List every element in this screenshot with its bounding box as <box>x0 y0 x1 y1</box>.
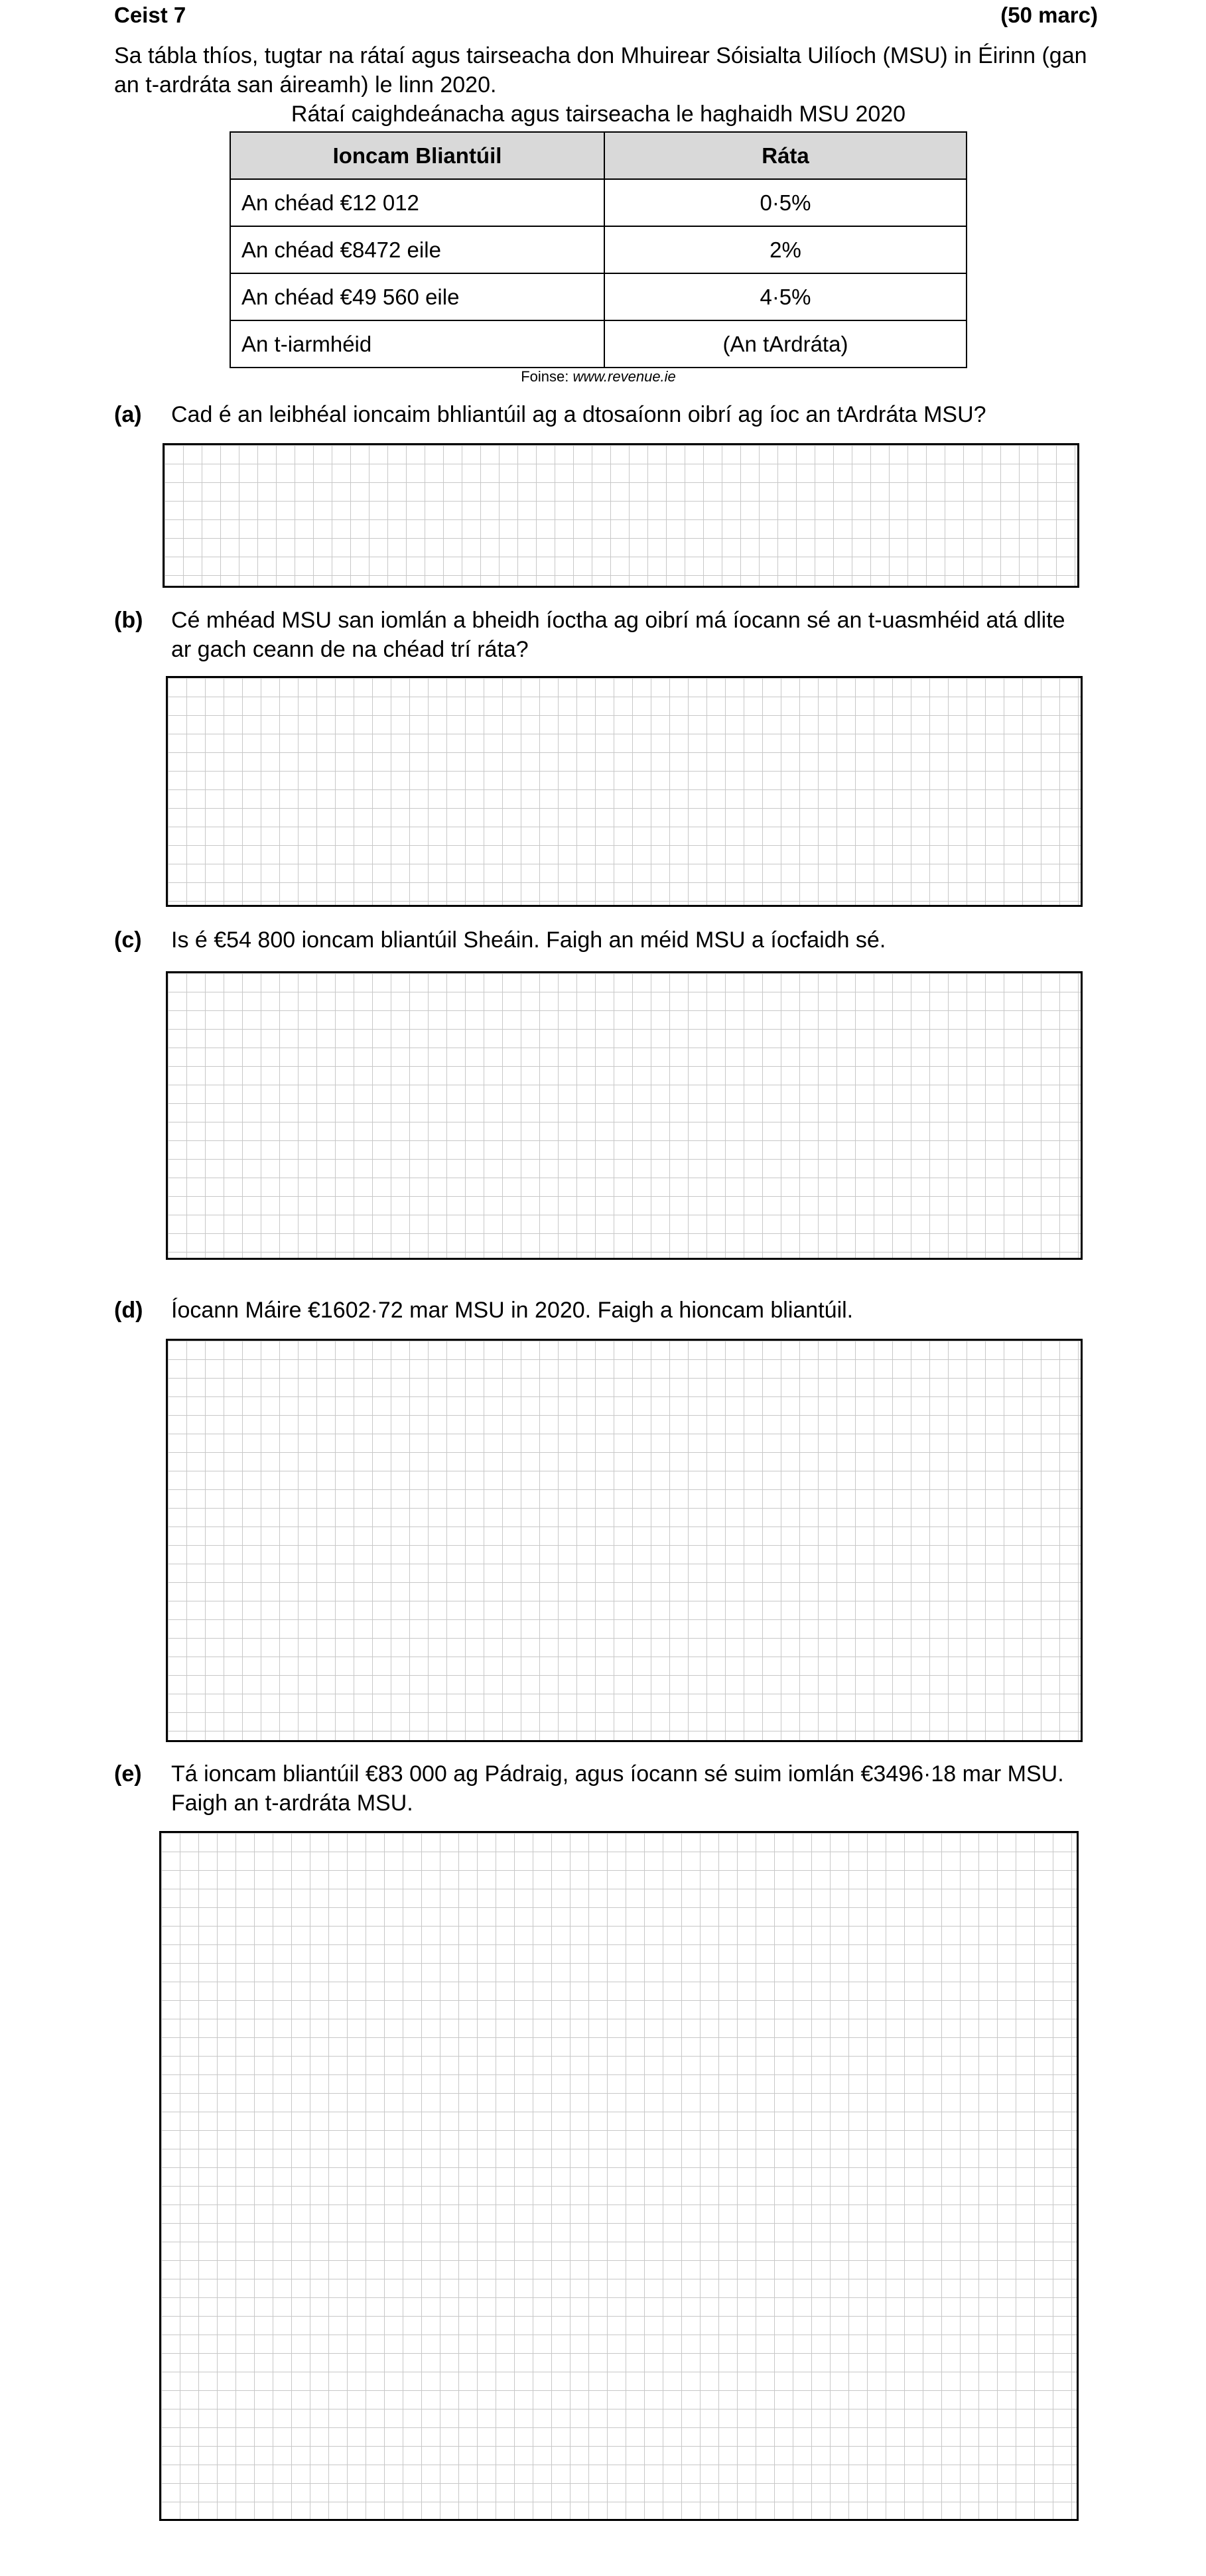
question-e-text: Tá ioncam bliantúil €83 000 ag Pádraig, agus íocann sé suim iomlán €3496·18 mar MSU. Faigh an t-ardráta MSU. <box>171 1761 1064 1816</box>
question-c-label: (c) <box>114 927 142 953</box>
intro-text: Sa tábla thíos, tugtar na rátaí agus tairseacha don Mhuirear Sóisialta Uilíoch (MSU) in Éirinn (gan an t-ardráta san áireamh) le linn 2020. <box>114 43 1087 98</box>
column-header-income: Ioncam Bliantúil <box>230 132 604 179</box>
table-row <box>230 273 967 320</box>
rate-cell: 0·5% <box>604 179 967 226</box>
question-b-text: Cé mhéad MSU san iomlán a bheidh íoctha ag oibrí má íocann sé an t-uasmhéid atá dlite ar gach ceann de na chéad trí ráta? <box>171 608 1065 662</box>
column-header-rate: Ráta <box>604 132 967 179</box>
question-d-text: Íocann Máire €1602·72 mar MSU in 2020. Faigh a hioncam bliantúil. <box>171 1298 854 1323</box>
question-a-label: (a) <box>114 402 142 427</box>
income-band-cell: An chéad €12 012 <box>230 179 604 226</box>
rates-table <box>230 131 967 368</box>
question-c-text: Is é €54 800 ioncam bliantúil Sheáin. Faigh an méid MSU a íocfaidh sé. <box>171 927 886 953</box>
rate-cell: (An tArdráta) <box>604 320 967 368</box>
question-d-label: (d) <box>114 1298 143 1323</box>
table-header-row <box>230 132 967 179</box>
question-e-label: (e) <box>114 1761 142 1787</box>
income-band-cell: An t-iarmhéid <box>230 320 604 368</box>
income-band-cell: An chéad €49 560 eile <box>230 273 604 320</box>
table-row <box>230 179 967 226</box>
source-site: www.revenue.ie <box>572 368 676 385</box>
question-b-label: (b) <box>114 608 143 633</box>
source-label: Foinse: <box>521 368 569 385</box>
table-row <box>230 320 967 368</box>
table-caption: Rátaí caighdeánacha agus tairseacha le haghaidh MSU 2020 <box>291 102 906 127</box>
rate-cell: 2% <box>604 226 967 273</box>
income-band-cell: An chéad €8472 eile <box>230 226 604 273</box>
answer-box-e[interactable] <box>159 1831 1079 2521</box>
question-a-text: Cad é an leibhéal ioncaim bhliantúil ag a dtosaíonn oibrí ag íoc an tArdráta MSU? <box>171 402 986 427</box>
answer-box-d[interactable] <box>166 1339 1083 1742</box>
table-source <box>230 368 967 385</box>
answer-box-a[interactable] <box>163 443 1079 588</box>
table-row <box>230 226 967 273</box>
rate-cell: 4·5% <box>604 273 967 320</box>
question-title: Ceist 7 <box>114 3 186 27</box>
answer-box-c[interactable] <box>166 971 1083 1260</box>
marks-label: (50 marc) <box>1000 3 1098 27</box>
answer-box-b[interactable] <box>166 676 1083 907</box>
